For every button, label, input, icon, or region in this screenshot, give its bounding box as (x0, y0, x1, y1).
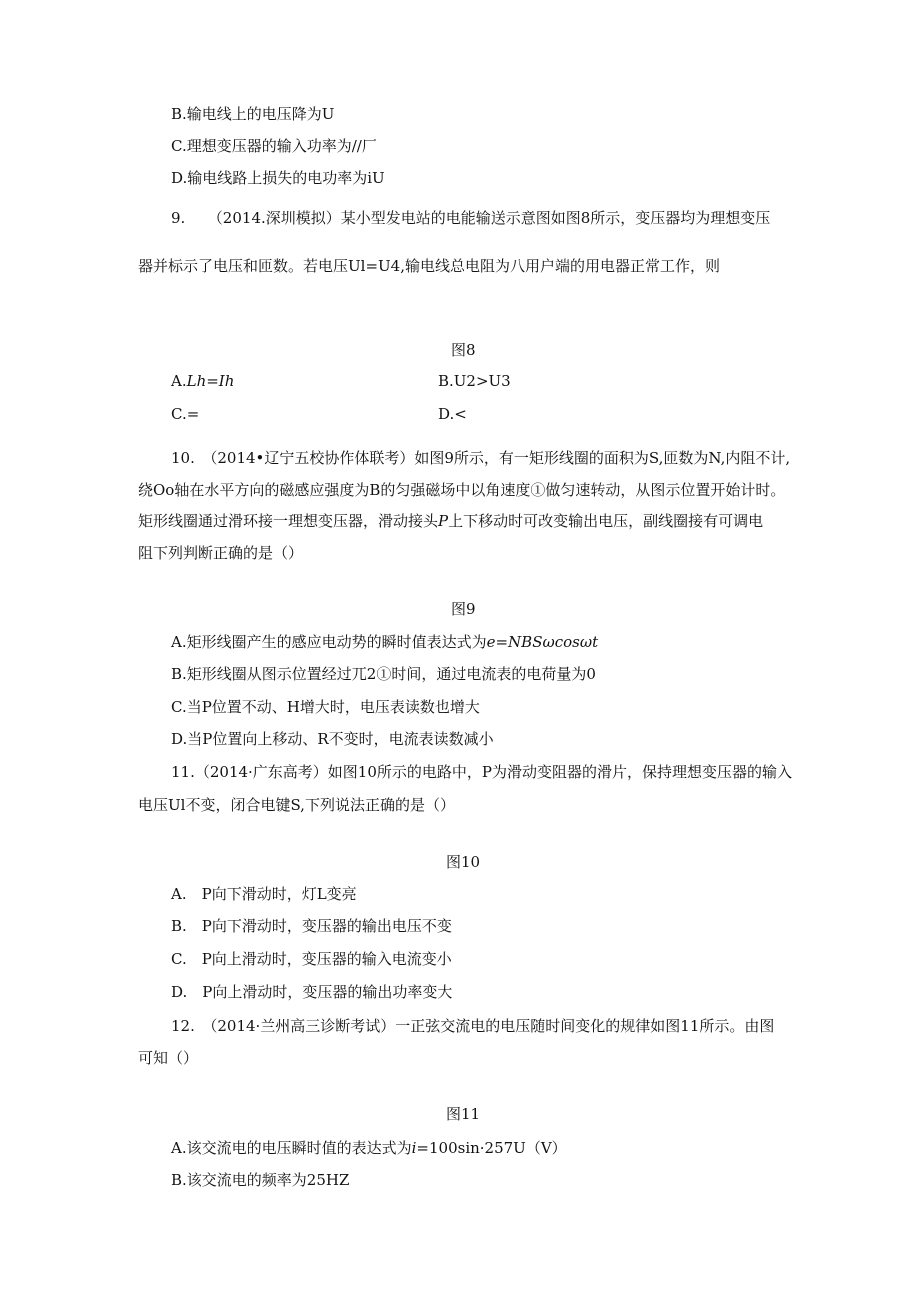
q8-option-c: C.理想变压器的输入功率为//厂 (171, 137, 377, 155)
q12-option-b: B.该交流电的频率为25HZ (171, 1171, 350, 1189)
q10-line-3-part-a: 矩形线圈通过滑环接一理想变压器，滑动接头 (138, 512, 439, 530)
q10-option-a-prefix: A.矩形线圈产生的感应电动势的瞬时值表达式为 (171, 633, 487, 651)
q9-text-line-1: 9. （2014.深圳模拟）某小型发电站的电能输送示意图如图8所示，变压器均为理想变压 (171, 209, 771, 227)
q12-option-a-suffix: =100sin·257U（V） (416, 1139, 567, 1157)
q9-option-a-prefix: A. (171, 372, 187, 390)
q10-option-c: C.当P位置不动、H增大时，电压表读数也增大 (171, 698, 480, 716)
q11-option-c: C. P向上滑动时，变压器的输入电流变小 (171, 950, 452, 968)
q9-option-a-formula: Lh=Ih (186, 372, 235, 390)
q12-option-a-prefix: A.该交流电的电压瞬时值的表达式为 (171, 1139, 412, 1157)
q9-option-b: B.U2>U3 (438, 372, 511, 390)
q10-option-a (171, 632, 598, 652)
figure-11-caption: 图11 (446, 1105, 481, 1123)
q12-option-a-symbol: i (411, 1139, 417, 1157)
q10-text-line-2: 绕Oo轴在水平方向的磁感应强度为B的匀强磁场中以角速度①做匀速转动，从图示位置开始计时。 (138, 481, 786, 499)
q9-text-line-2: 器并标示了电压和匝数。若电压Ul=U4,输电线总电阻为八用户端的用电器正常工作，则 (138, 257, 720, 275)
q10-line-3-symbol-p: P (438, 512, 449, 530)
q10-option-b: B.矩形线圈从图示位置经过兀2①时间，通过电流表的电荷量为0 (171, 665, 596, 683)
q11-text-line-2: 电压Ul不变，闭合电键S,下列说法正确的是（） (138, 796, 455, 814)
q10-option-d: D.当P位置向上移动、R不变时，电流表读数减小 (171, 730, 494, 748)
q10-text-line-1: 10. （2014•辽宁五校协作体联考）如图9所示，有一矩形线圈的面积为S,匝数为N,内阻不计, (171, 449, 791, 467)
q8-option-b: B.输电线上的电压降为U (171, 105, 335, 123)
q12-option-a (171, 1138, 567, 1158)
q10-text-line-3 (138, 511, 763, 531)
q11-option-a: A. P向下滑动时，灯L变亮 (171, 885, 357, 903)
q11-text-line-1: 11.（2014·广东高考）如图10所示的电路中，P为滑动变阻器的滑片，保持理想变压器的输入 (171, 763, 792, 781)
q11-option-b: B. P向下滑动时，变压器的输出电压不变 (171, 917, 452, 935)
q12-text-line-2: 可知（） (138, 1049, 199, 1067)
q9-option-d: D.< (438, 405, 467, 423)
q8-option-d: D.输电线路上损失的电功率为iU (171, 169, 385, 187)
q9-option-c: C.= (171, 405, 200, 423)
q10-line-3-part-b: 上下移动时可改变输出电压，副线圈接有可调电 (448, 512, 764, 530)
q10-option-a-formula: e=NBSωcosωt (486, 633, 599, 651)
q11-option-d: D. P向上滑动时，变压器的输出功率变大 (171, 983, 453, 1001)
q9-option-a (171, 371, 234, 391)
figure-10-caption: 图10 (446, 853, 481, 871)
q12-text-line-1: 12. （2014·兰州高三诊断考试）一正弦交流电的电压随时间变化的规律如图11所示。由图 (171, 1017, 775, 1035)
figure-8-caption: 图8 (451, 341, 476, 359)
figure-9-caption: 图9 (451, 600, 476, 618)
q10-text-line-4: 阻下列判断正确的是（） (138, 544, 304, 562)
